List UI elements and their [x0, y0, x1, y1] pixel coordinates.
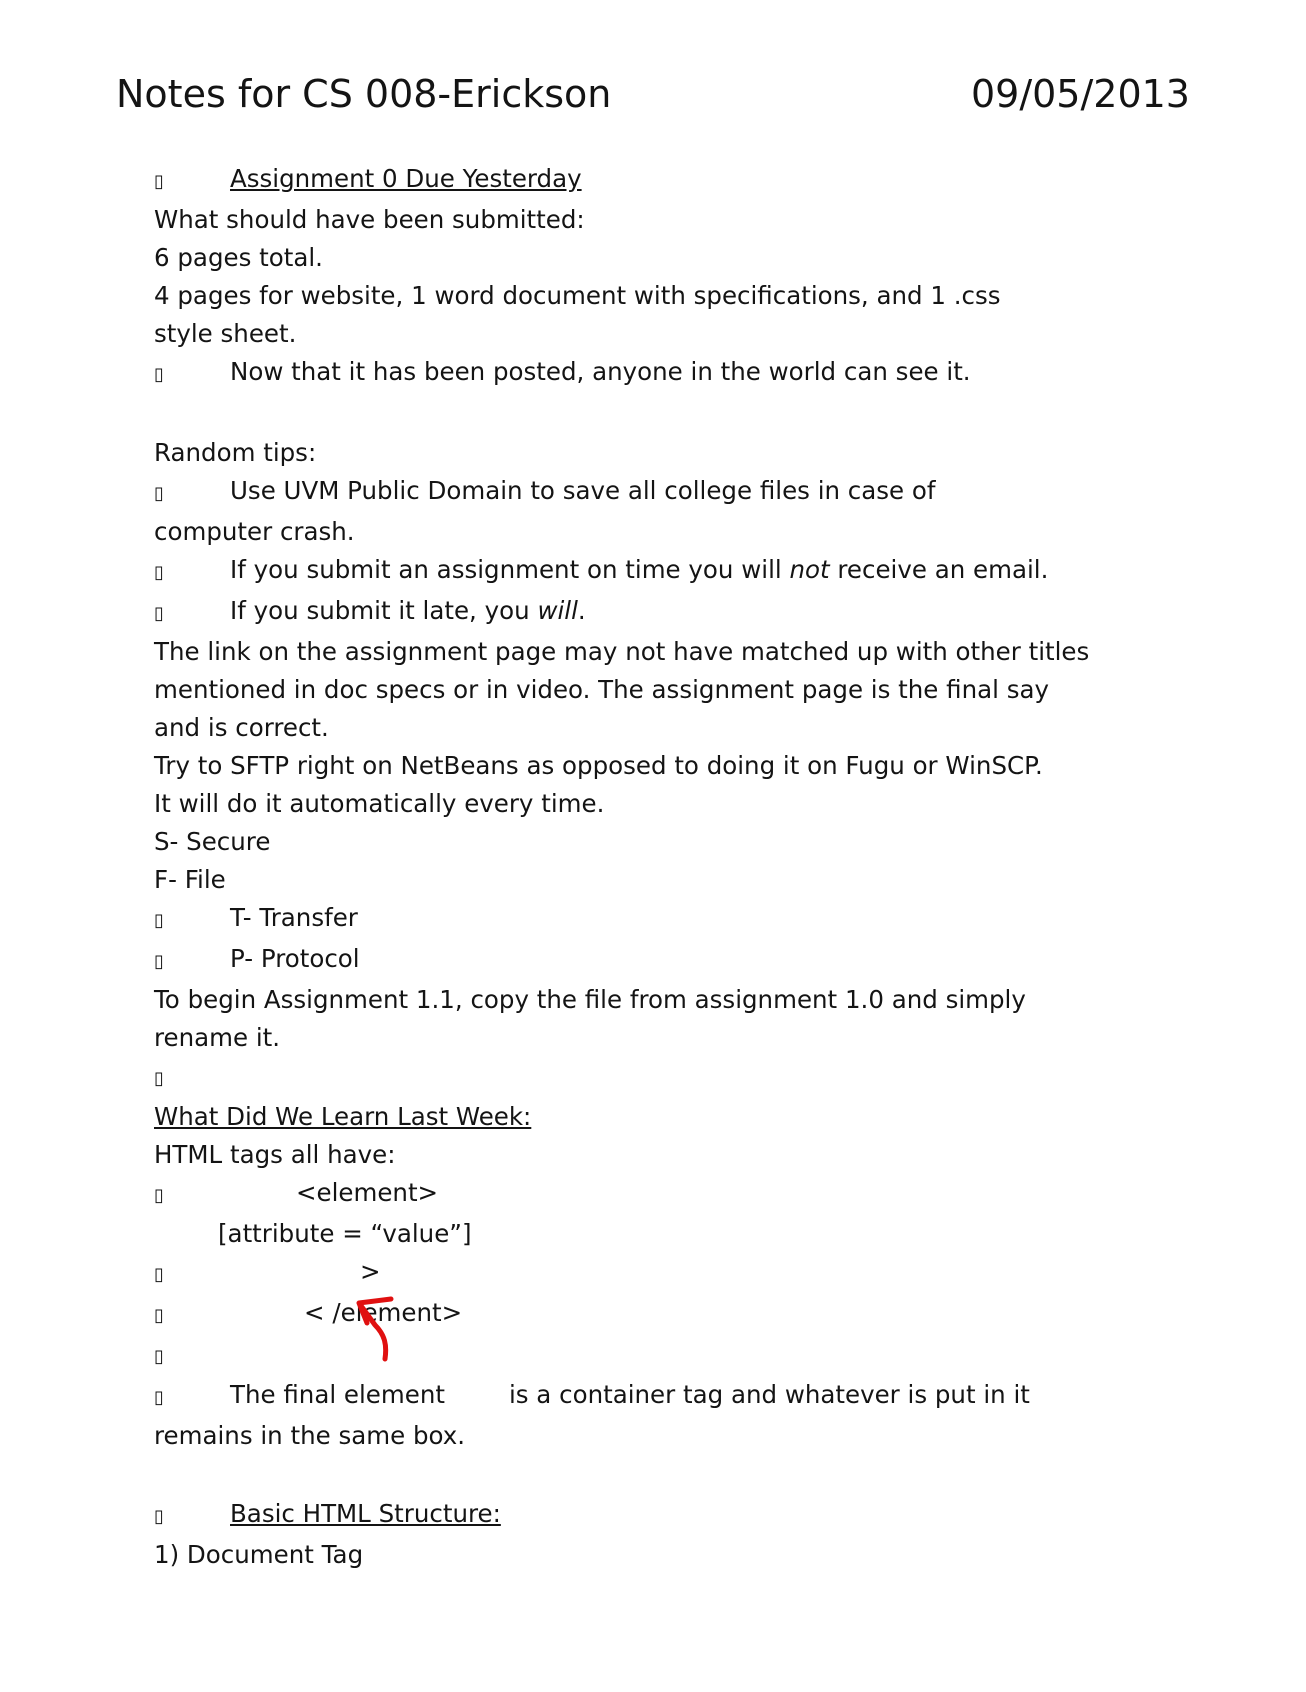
list-item — [154, 1174, 1154, 1215]
blank-line — [154, 394, 1154, 434]
bullet-box-icon: ▯ — [154, 1305, 164, 1326]
code-text: [attribute = “value”] — [218, 1219, 472, 1248]
text-line: 6 pages total. — [154, 243, 323, 272]
text-line: F- File — [154, 865, 226, 894]
list-item — [154, 1253, 1154, 1294]
list-item-text: P- Protocol — [230, 944, 360, 973]
bullet-box-icon: ▯ — [154, 483, 164, 504]
list-item — [154, 899, 1154, 940]
text-line: To begin Assignment 1.1, copy the file from assignment 1.0 and simply rename it. — [154, 985, 1026, 1052]
code-text: < /element> — [304, 1298, 463, 1327]
text-line: 1) Document Tag — [154, 1540, 364, 1569]
emphasis-text: not — [789, 555, 830, 584]
page-header — [116, 72, 1190, 122]
list-item — [154, 551, 1154, 592]
bullet-box-icon: ▯ — [154, 562, 164, 583]
code-text: <element> — [296, 1178, 439, 1207]
blank-line — [154, 1455, 1154, 1495]
bullet-box-icon: ▯ — [154, 1185, 164, 1206]
list-item-text: If you submit it late, you — [230, 596, 538, 625]
text-line: 4 pages for website, 1 word document with specifications, and 1 .css style sheet. — [154, 281, 1001, 348]
section-heading: Basic HTML Structure: — [230, 1499, 501, 1528]
bullet-box-icon: ▯ — [154, 1387, 164, 1408]
page-date: 09/05/2013 — [970, 72, 1190, 116]
list-item-text: If you submit an assignment on time you will — [230, 555, 790, 584]
bullet-box-icon: ▯ — [154, 171, 164, 192]
list-item — [154, 1376, 1054, 1455]
list-item — [154, 353, 1154, 394]
list-item — [154, 940, 1154, 981]
list-item-text: Use UVM Public Domain to save all college files in case of computer crash. — [154, 476, 936, 546]
section-heading: What Did We Learn Last Week: — [154, 1102, 532, 1131]
bullet-box-icon: ▯ — [154, 910, 164, 931]
list-item-text: is a container tag and whatever is put in it remains in the same box. — [154, 1380, 1030, 1450]
text-line: What should have been submitted: — [154, 205, 585, 234]
bullet-box-icon: ▯ — [154, 1346, 164, 1367]
list-item-text: receive an email. — [829, 555, 1049, 584]
bullet-box-icon: ▯ — [154, 951, 164, 972]
list-item — [154, 472, 1054, 551]
list-item-text: Now that it has been posted, anyone in the world can see it. — [230, 357, 971, 386]
bullet-box-icon: ▯ — [154, 1264, 164, 1285]
bullet-box-icon: ▯ — [154, 364, 164, 385]
list-item-text: . — [577, 596, 586, 625]
list-item — [154, 1335, 1154, 1376]
text-line: Try to SFTP right on NetBeans as opposed to doing it on Fugu or WinSCP. It will do it automatically every time. — [154, 751, 1043, 818]
bullet-box-icon: ▯ — [154, 603, 164, 624]
bullet-box-icon: ▯ — [154, 1506, 164, 1527]
page-title: Notes for CS 008-Erickson — [116, 72, 612, 116]
list-item — [154, 1057, 1154, 1098]
list-item — [154, 1294, 1154, 1335]
text-line: The link on the assignment page may not have matched up with other titles mentioned in doc specs or in video. The assignment page is the final say and is correct. — [154, 637, 1090, 742]
notes-body — [154, 160, 1154, 1574]
list-item — [154, 160, 1154, 201]
list-item-text: The final element — [230, 1380, 445, 1409]
list-item-text: T- Transfer — [230, 903, 358, 932]
bullet-box-icon: ▯ — [154, 1068, 164, 1089]
text-line: S- Secure — [154, 827, 271, 856]
text-line: Random tips: — [154, 438, 317, 467]
list-item — [154, 592, 1154, 633]
section-heading: Assignment 0 Due Yesterday — [230, 164, 582, 193]
code-text: > — [360, 1257, 381, 1286]
list-item — [154, 1495, 1154, 1536]
text-line: HTML tags all have: — [154, 1140, 396, 1169]
red-arrow-annotation-icon — [355, 1283, 425, 1363]
emphasis-text: will — [537, 596, 578, 625]
